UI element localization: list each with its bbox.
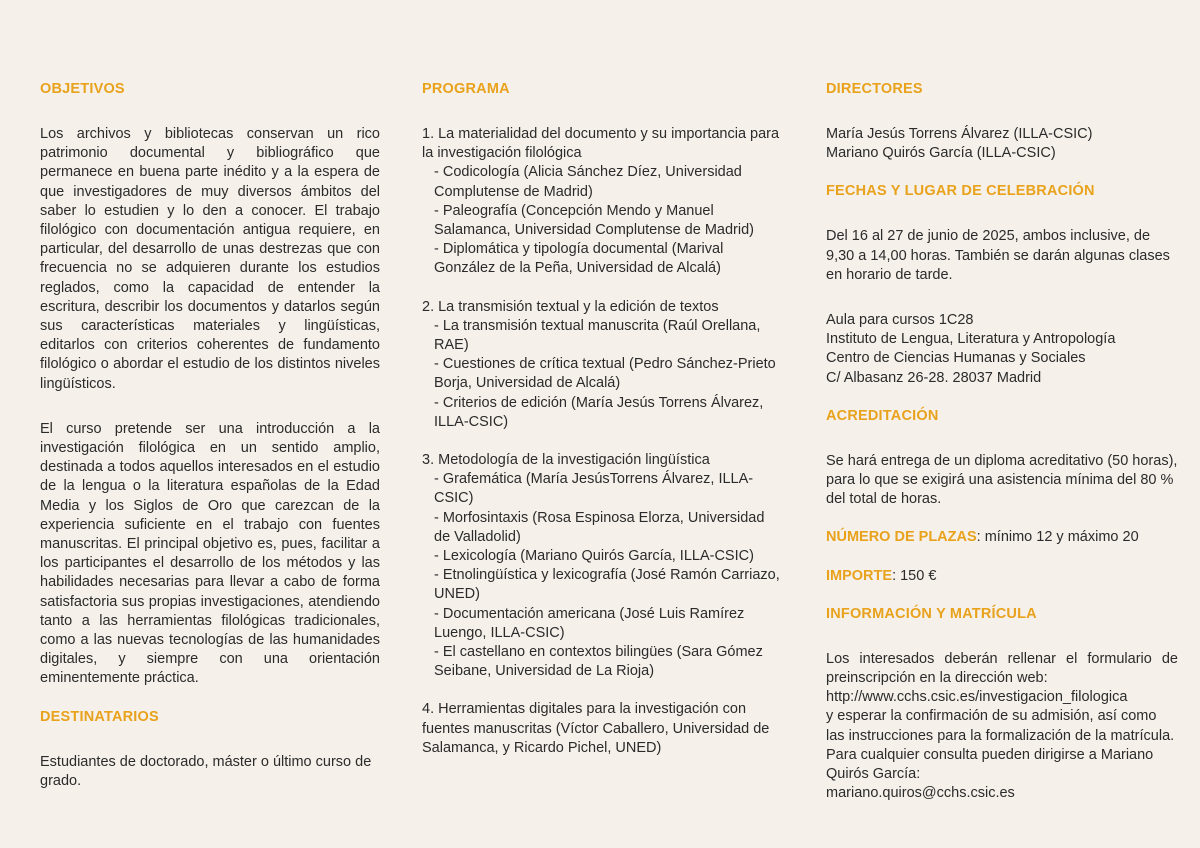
acreditacion-text: Se hará entrega de un diploma acreditativo (50 horas), para lo que se exigirá una asistencia mínima del 80 % del total de horas. <box>826 452 1178 508</box>
objetivos-heading: OBJETIVOS <box>40 81 125 97</box>
programa-item: - Cuestiones de crítica textual (Pedro Sánchez-Prieto Borja, Universidad de Alcalá) <box>434 356 776 392</box>
acreditacion-heading: ACREDITACIÓN <box>826 407 939 424</box>
column-left <box>40 80 380 791</box>
programa-section-title: 1. La materialidad del documento y su importancia para la investigación filológica <box>422 126 780 162</box>
fechas-place-line: C/ Albasanz 26-28. 28037 Madrid <box>826 369 1042 386</box>
importe-line <box>826 567 1178 586</box>
programa-item: - Etnolingüística y lexicografía (José Ramón Carriazo, UNED) <box>434 567 780 603</box>
programa-item: - Documentación americana (José Luis Ramírez Luengo, ILLA-CSIC) <box>434 605 745 641</box>
programa-item: - Diplomática y tipología documental (Marival González de la Peña, Universidad de Alcalá) <box>434 241 724 277</box>
informacion-url-link[interactable]: http://www.cchs.csic.es/investigacion_filologica <box>826 689 1128 706</box>
destinatarios-heading: DESTINATARIOS <box>40 708 159 725</box>
director-name: María Jesús Torrens Álvarez (ILLA-CSIC) <box>826 126 1093 142</box>
programa-item: - Criterios de edición (María Jesús Torrens Álvarez, ILLA-CSIC) <box>434 394 764 430</box>
informacion-heading: INFORMACIÓN Y MATRÍCULA <box>826 605 1037 622</box>
programa-heading: PROGRAMA <box>422 81 510 97</box>
column-middle <box>422 80 782 758</box>
fechas-place-line: Aula para cursos 1C28 <box>826 312 974 329</box>
programa-section-title: 2. La transmisión textual y la edición de textos <box>422 298 719 315</box>
informacion-contact: Para cualquier consulta pueden dirigirse a Mariano Quirós García: <box>826 746 1154 783</box>
programa-item: - Grafemática (María JesúsTorrens Álvarez, ILLA-CSIC) <box>434 471 754 507</box>
informacion-email-link[interactable]: mariano.quiros@cchs.csic.es <box>826 785 1015 802</box>
programa-item: - Codicología (Alicia Sánchez Díez, Universidad Complutense de Madrid) <box>434 164 742 200</box>
objetivos-paragraph-1: Los archivos y bibliotecas conservan un rico patrimonio documental y bibliográfico que permanece en buena parte inédito y a la espera de que investigadores de muy diversos ámbitos del saber lo estudien y lo den a conocer. El trabajo filológico con documentación antigua requiere, en particular, del desarrollo de unas destrezas que con frecuencia no se adquieren durante los estudios reglados, como la capacidad de entender la escritura, describir los documentos y datarlos según sus características materiales y lingüísticas, editarlos con criterios coherentes de fundamento filológico o abordar el estudio de los distintos niveles lingüísticos. <box>40 126 380 392</box>
destinatarios-text: Estudiantes de doctorado, máster o último curso de grado. <box>40 753 372 789</box>
fechas-dates: Del 16 al 27 de junio de 2025, ambos inclusive, de 9,30 a 14,00 horas. También se darán algunas clases en horario de tarde. <box>826 228 1170 283</box>
column-right <box>826 80 1178 803</box>
programa-item: - La transmisión textual manuscrita (Raúl Orellana, RAE) <box>434 317 761 354</box>
plazas-line <box>826 528 1178 547</box>
plazas-label: NÚMERO DE PLAZAS <box>826 529 977 546</box>
fechas-place-line: Centro de Ciencias Humanas y Sociales <box>826 350 1086 367</box>
objetivos-paragraph-2: El curso pretende ser una introducción a la investigación filológica en un sentido amplio, destinada a todos aquellos interesados en el estudio de la lengua o la literatura españolas de la Edad Media y los Siglos de Oro que carezcan de la experiencia suficiente en el trabajo con fuentes manuscritas. El principal objetivo es, pues, facilitar a los participantes el desarrollo de los métodos y las habilidades necesarias para llevar a cabo de forma satisfactoria sus propias investigaciones, atendiendo tanto a las herramientas filológicas tradicionales, como a las nuevas tecnologías de las humanidades digitales, y siempre con una orientación eminentemente práctica. <box>40 420 380 687</box>
programa-item: - Paleografía (Concepción Mendo y Manuel Salamanca, Universidad Complutense de Madrid) <box>434 202 754 239</box>
importe-label: IMPORTE <box>826 567 893 584</box>
importe-value: : 150 € <box>892 567 937 584</box>
informacion-intro: Los interesados deberán rellenar el formulario de preinscripción en la dirección web: <box>826 650 1178 687</box>
programa-item: - Lexicología (Mariano Quirós García, ILLA-CSIC) <box>434 548 754 565</box>
programa-item: - Morfosintaxis (Rosa Espinosa Elorza, Universidad de Valladolid) <box>434 509 765 545</box>
director-name: Mariano Quirós García (ILLA-CSIC) <box>826 145 1056 162</box>
programa-item: - El castellano en contextos bilingües (Sara Gómez Seibane, Universidad de La Rioja) <box>434 644 763 680</box>
programa-section-title: 3. Metodología de la investigación lingüística <box>422 452 710 469</box>
fechas-heading: FECHAS Y LUGAR DE CELEBRACIÓN <box>826 183 1095 200</box>
directores-heading: DIRECTORES <box>826 81 923 97</box>
informacion-after: y esperar la confirmación de su admisión, así como las instrucciones para la formalización de la matrícula. <box>826 708 1175 744</box>
programa-section-title: 4. Herramientas digitales para la investigación con fuentes manuscritas (Víctor Caballero, Universidad de Salamanca, y Ricardo Pichel, UNED) <box>422 701 770 756</box>
programa-list <box>422 125 782 758</box>
plazas-value: : mínimo 12 y máximo 20 <box>976 529 1139 546</box>
fechas-place-line: Instituto de Lengua, Literatura y Antropología <box>826 331 1116 348</box>
